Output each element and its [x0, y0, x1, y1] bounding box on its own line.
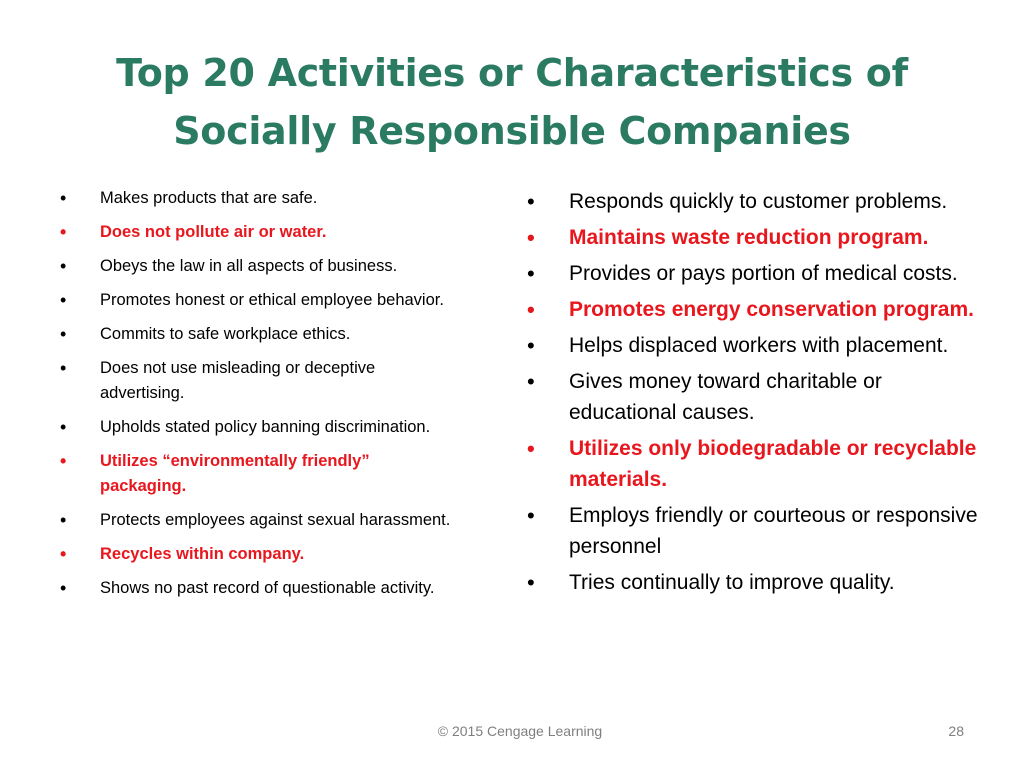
bullet-icon: • — [527, 570, 535, 595]
bullet-item — [527, 222, 987, 253]
bullet-text: Shows no past record of questionable activity. — [100, 579, 435, 597]
left-bullet-list — [60, 186, 460, 610]
bullet-text: Promotes honest or ethical employee behavior. — [100, 291, 444, 309]
bullet-item — [527, 258, 987, 289]
bullet-text: Utilizes only biodegradable or recyclable materials. — [569, 437, 977, 491]
bullet-item — [60, 288, 460, 313]
bullet-icon: • — [527, 333, 535, 358]
bullet-item — [60, 322, 460, 347]
bullet-item — [527, 366, 987, 428]
bullet-item — [60, 220, 460, 245]
bullet-text: Promotes energy conservation program. — [569, 298, 974, 321]
bullet-item — [527, 433, 987, 495]
bullet-text: Utilizes “environmentally friendly” packaging. — [100, 452, 370, 495]
bullet-icon: • — [527, 297, 535, 322]
bullet-icon: • — [60, 222, 67, 242]
bullet-icon: • — [527, 225, 535, 250]
bullet-icon: • — [60, 417, 67, 437]
bullet-item — [527, 567, 987, 598]
bullet-item — [60, 254, 460, 279]
bullet-item — [60, 356, 460, 406]
bullet-item — [60, 449, 460, 499]
bullet-item — [527, 186, 987, 217]
bullet-item — [527, 330, 987, 361]
bullet-icon: • — [527, 436, 535, 461]
bullet-item — [527, 294, 987, 325]
bullet-icon: • — [527, 369, 535, 394]
bullet-icon: • — [60, 578, 67, 598]
bullet-text: Does not pollute air or water. — [100, 223, 327, 241]
bullet-item — [60, 576, 460, 601]
bullet-icon: • — [60, 451, 67, 471]
bullet-icon: • — [60, 188, 67, 208]
bullet-icon: • — [527, 503, 535, 528]
bullet-icon: • — [60, 256, 67, 276]
bullet-text: Obeys the law in all aspects of business. — [100, 257, 398, 275]
bullet-item — [60, 542, 460, 567]
bullet-text: Tries continually to improve quality. — [569, 571, 895, 594]
page-number: 28 — [948, 723, 964, 739]
bullet-text: Does not use misleading or deceptive advertising. — [100, 359, 376, 402]
bullet-text: Provides or pays portion of medical costs. — [569, 262, 958, 285]
bullet-text: Responds quickly to customer problems. — [569, 190, 948, 213]
bullet-item — [527, 500, 987, 562]
bullet-item — [60, 508, 460, 533]
copyright-footer: © 2015 Cengage Learning — [437, 723, 603, 739]
bullet-icon: • — [60, 358, 67, 378]
bullet-icon: • — [527, 189, 535, 214]
bullet-text: Commits to safe workplace ethics. — [100, 325, 351, 343]
bullet-icon: • — [60, 324, 67, 344]
right-bullet-list — [527, 186, 987, 603]
title-line-1: Top 20 Activities or Characteristics of — [116, 51, 908, 95]
bullet-item — [60, 415, 460, 440]
bullet-item — [60, 186, 460, 211]
bullet-icon: • — [60, 544, 67, 564]
bullet-text: Employs friendly or courteous or responsive personnel — [569, 504, 978, 558]
bullet-icon: • — [60, 510, 67, 530]
title-line-2: Socially Responsible Companies — [173, 109, 851, 153]
bullet-icon: • — [527, 261, 535, 286]
bullet-text: Helps displaced workers with placement. — [569, 334, 949, 357]
bullet-text: Recycles within company. — [100, 545, 305, 563]
bullet-text: Protects employees against sexual harassment. — [100, 511, 451, 529]
bullet-text: Maintains waste reduction program. — [569, 226, 929, 249]
bullet-icon: • — [60, 290, 67, 310]
slide-title — [60, 44, 964, 160]
bullet-text: Gives money toward charitable or educational causes. — [569, 370, 882, 424]
bullet-text: Makes products that are safe. — [100, 189, 318, 207]
bullet-text: Upholds stated policy banning discrimination. — [100, 418, 431, 436]
